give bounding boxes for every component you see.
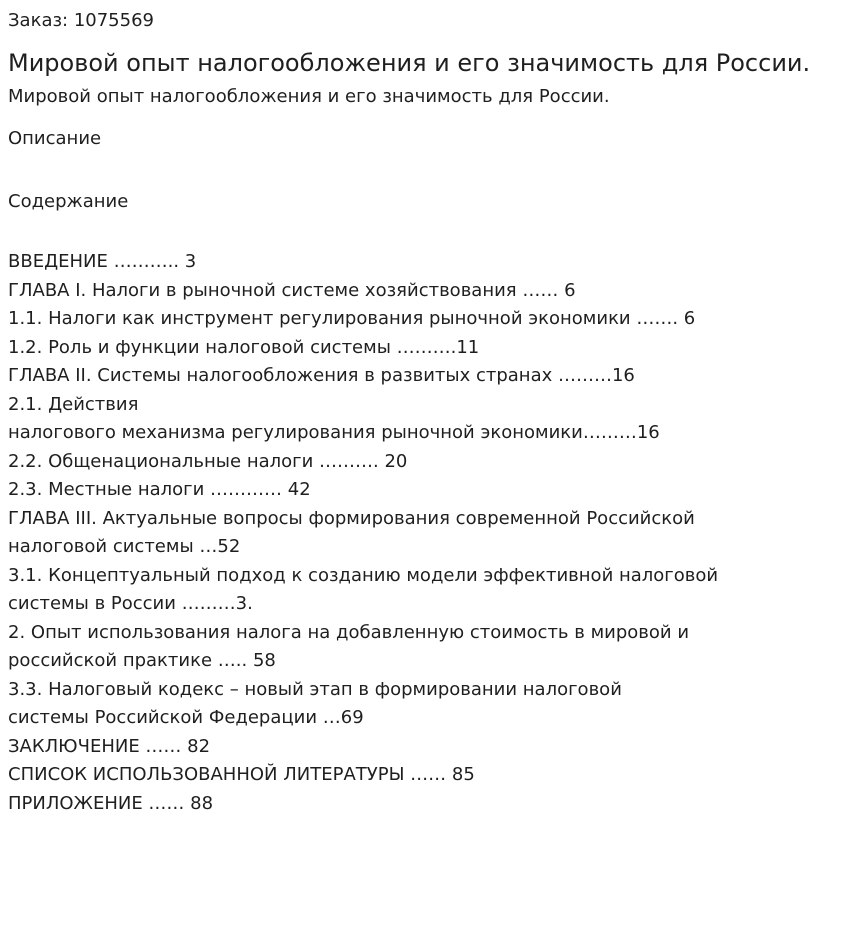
toc-line: СПИСОК ИСПОЛЬЗОВАННОЙ ЛИТЕРАТУРЫ …… 85 [8,764,475,785]
toc-line: ГЛАВА I. Налоги в рыночной системе хозяйствования …… 6 [8,279,576,301]
toc-line: 2. Опыт использования налога на добавленную стоимость в мировой и [8,621,690,643]
toc-line: системы Российской Федерации …69 [8,707,364,728]
toc-line: системы в России ………3. [8,593,253,614]
toc-line: налогового механизма регулирования рыночной экономики………16 [8,422,660,443]
order-number: Заказ: 1075569 [8,10,154,31]
toc-line: 2.1. Действия [8,393,139,415]
toc-line: ПРИЛОЖЕНИЕ …… 88 [8,792,214,814]
toc-line: ГЛАВА II. Системы налогообложения в развитых странах ………16 [8,365,635,386]
toc-line: ЗАКЛЮЧЕНИЕ …… 82 [8,735,211,757]
toc-line: 1.2. Роль и функции налоговой системы ……….11 [8,336,480,358]
description-heading: Описание [8,128,102,149]
contents-heading: Содержание [8,191,129,212]
page-subtitle: Мировой опыт налогообложения и его значимость для России. [8,86,610,107]
toc-line: 3.3. Налоговый кодекс – новый этап в формировании налоговой [8,678,622,700]
page-title: Мировой опыт налогообложения и его значимость для России. [8,49,811,77]
table-of-contents [8,248,839,818]
toc-line: ГЛАВА III. Актуальные вопросы формирования современной Российской [8,507,695,529]
toc-line: 3.1. Концептуальный подход к созданию модели эффективной налоговой [8,564,719,586]
toc-line: ВВЕДЕНИЕ ……….. 3 [8,251,197,272]
toc-line: налоговой системы …52 [8,536,241,557]
toc-line: 1.1. Налоги как инструмент регулирования рыночной экономики ……. 6 [8,308,696,329]
toc-line: российской практике ….. 58 [8,650,276,671]
toc-line: 2.2. Общенациональные налоги ………. 20 [8,450,408,472]
toc-line: 2.3. Местные налоги ………… 42 [8,479,311,500]
